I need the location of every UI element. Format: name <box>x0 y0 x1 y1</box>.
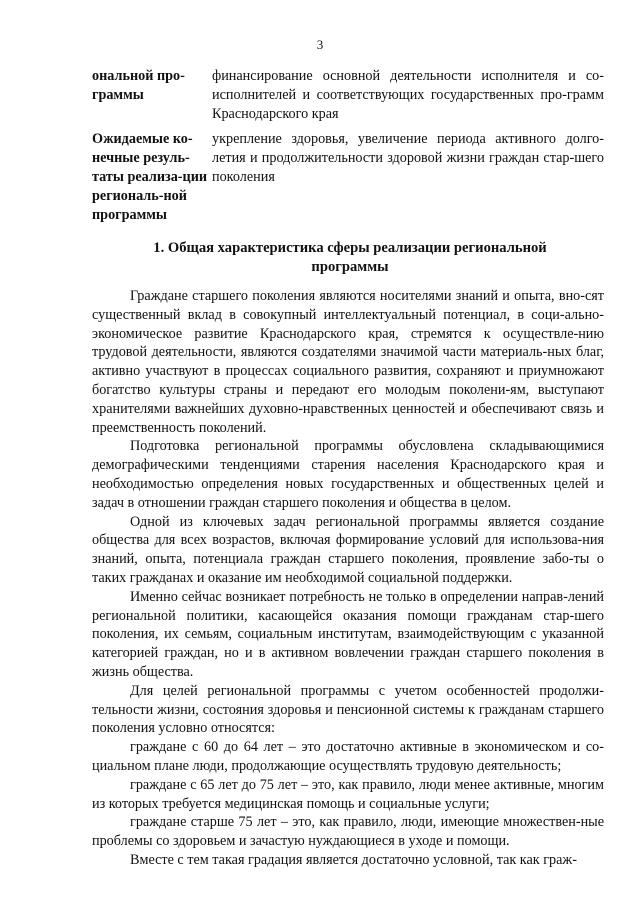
paragraph: граждане с 65 лет до 75 лет – это, как правило, люди менее активные, многим из которых требуется медицинская помощь и социальные услуги; <box>92 776 604 812</box>
passport-row-value: укрепление здоровья, увеличение периода активного долго-летия и продолжительности здоровой жизни граждан стар-шего поколения <box>212 131 604 185</box>
paragraph: граждане старше 75 лет – это, как правило, люди, имеющие множествен-ные проблемы со здоровьем и зачастую нуждающиеся в уходе и помощи. <box>92 814 604 850</box>
paragraph: граждане с 60 до 64 лет – это достаточно активные в экономическом и со-циальном плане люди, продолжающие осуществлять трудовую деятельность; <box>92 739 604 774</box>
paragraph: Одной из ключевых задач региональной программы является создание общества для всех возрастов, включая формирование условий для использова-ния знаний, опыта, потенциала граждан старшего поколения, проявление забо-ты о таких гражданах и оказание им необходимой социальной поддержки. <box>92 513 604 586</box>
paragraph: Для целей региональной программы с учетом особенностей продолжи-тельности жизни, состояния здоровья и пенсионной системы к гражданам старшего поколения условно относятся: <box>92 682 604 737</box>
paragraph: Граждане старшего поколения являются носителями знаний и опыта, вно-сят существенный вклад в совокупный интеллектуальный потенциал, в соци-ально-экономическое развитие Краснодарского края, стремятся к осуществле-нию трудовой деятельности, являются создателями значимой части материаль-ных благ, активно участвуют в процессах социального развития, сохраняют и приумножают богатство культуры страны и передают его молодым поколени-ям, выступают хранителями важнейших духовно-нравственных ценностей и обеспечивают связь и преемственность поколений. <box>92 288 604 436</box>
passport-row-label: Ожидаемые ко-нечные резуль-таты реализа-ции региональ-ной программы <box>92 131 208 223</box>
passport-row-funding <box>92 67 604 124</box>
passport-row-expected-results <box>92 130 604 225</box>
paragraph: Вместе с тем такая градация является достаточно условной, так как граж- <box>130 851 577 868</box>
paragraph: Подготовка региональной программы обусловлена складывающимися демографическими тенденциями старения населения Краснодарского края и необходимостью определения новых государственных и общественных целей и задач в отношении граждан старшего поколения и общества в целом. <box>92 438 604 511</box>
passport-row-label: ональной про-граммы <box>92 68 185 103</box>
page-number: 3 <box>316 37 324 52</box>
paragraph: Именно сейчас возникает потребность не только в определении направ-лений региональной политики, касающейся оказания помощи гражданам стар-шего поколения, их семьям, социальным институтам, взаимодействующим с указанной категорией граждан, но и в активном вовлечении граждан старшего поколения в жизнь общества. <box>92 588 604 680</box>
passport-row-value: финансирование основной деятельности исполнителя и со-исполнителей и соответствующих государственных про-грамм Краснодарского края <box>212 68 604 122</box>
body-text <box>92 287 604 870</box>
section-heading: 1. Общая характеристика сферы реализации региональной программы <box>153 240 547 275</box>
